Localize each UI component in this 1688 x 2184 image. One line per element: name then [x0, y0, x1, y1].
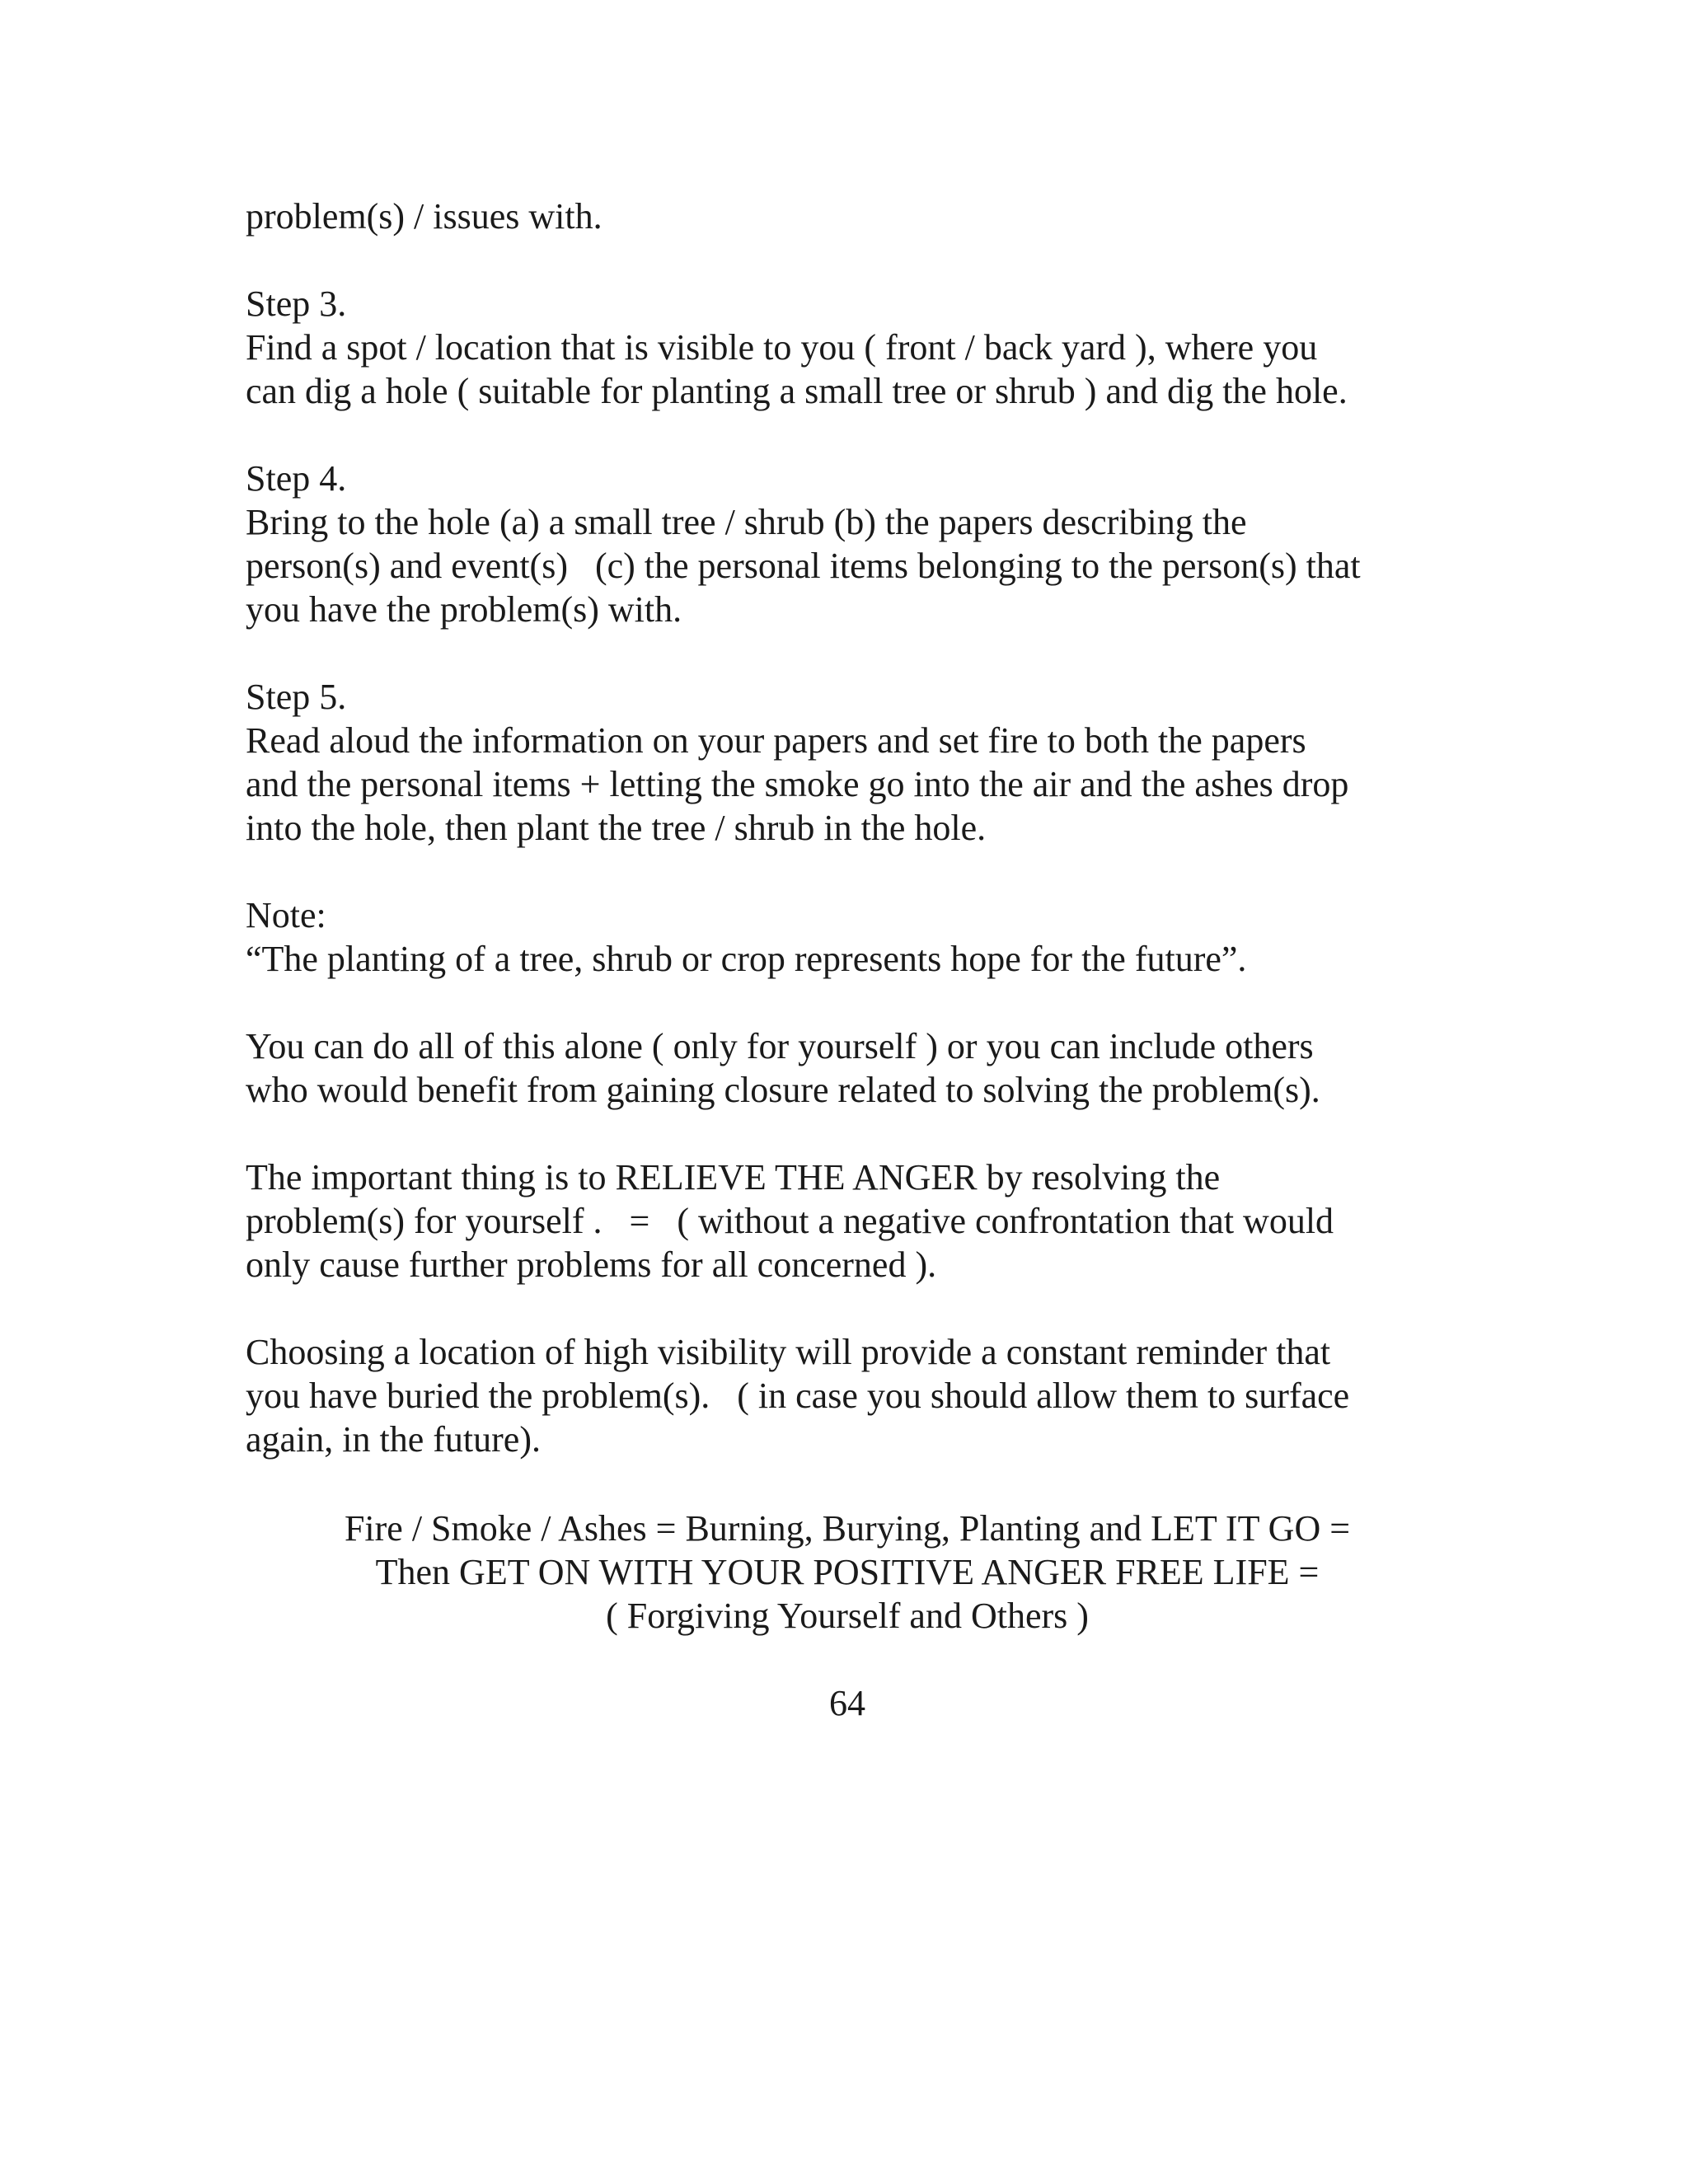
- note-heading: Note:: [246, 895, 326, 935]
- step-text-line: can dig a hole ( suitable for planting a small tree or shrub ) and dig the hole.: [246, 371, 1348, 411]
- page-number: 64: [829, 1683, 865, 1723]
- step-text-line: Find a spot / location that is visible to you ( front / back yard ), where you: [246, 327, 1318, 368]
- note: [246, 893, 1449, 981]
- step-4: [246, 457, 1449, 631]
- step-text-line: Bring to the hole (a) a small tree / shrub (b) the papers describing the: [246, 502, 1247, 542]
- closing-line: Fire / Smoke / Ashes = Burning, Burying, Planting and LET IT GO =: [344, 1508, 1351, 1549]
- closing-line: Then GET ON WITH YOUR POSITIVE ANGER FREE LIFE =: [375, 1552, 1320, 1592]
- paragraph-alone-or-others: [246, 1024, 1449, 1112]
- step-5: [246, 675, 1449, 850]
- paragraph-line: you have buried the problem(s). ( in case you should allow them to surface: [246, 1376, 1350, 1416]
- closing-statement: [246, 1507, 1449, 1638]
- continuation-line: problem(s) / issues with.: [246, 196, 603, 237]
- continuation-paragraph: [246, 194, 1449, 238]
- step-heading: Step 4.: [246, 458, 347, 499]
- step-text-line: you have the problem(s) with.: [246, 589, 682, 630]
- paragraph-line: who would benefit from gaining closure related to solving the problem(s).: [246, 1070, 1320, 1110]
- note-quote: “The planting of a tree, shrub or crop represents hope for the future”.: [246, 939, 1247, 979]
- closing-line: ( Forgiving Yourself and Others ): [606, 1596, 1089, 1636]
- step-heading: Step 3.: [246, 284, 347, 324]
- step-heading: Step 5.: [246, 677, 347, 717]
- step-3: [246, 282, 1449, 413]
- paragraph-line: You can do all of this alone ( only for yourself ) or you can include others: [246, 1026, 1314, 1066]
- paragraph-high-visibility: [246, 1330, 1449, 1461]
- step-text-line: into the hole, then plant the tree / shrub in the hole.: [246, 808, 987, 848]
- document-body: [246, 194, 1449, 1505]
- paragraph-line: only cause further problems for all concerned ).: [246, 1244, 937, 1285]
- paragraph-line: problem(s) for yourself . = ( without a negative confrontation that would: [246, 1201, 1334, 1241]
- step-text-line: person(s) and event(s) (c) the personal items belonging to the person(s) that: [246, 546, 1361, 586]
- paragraph-relieve-anger: [246, 1155, 1449, 1286]
- paragraph-line: again, in the future).: [246, 1419, 541, 1460]
- paragraph-line: Choosing a location of high visibility will provide a constant reminder that: [246, 1332, 1331, 1372]
- step-text-line: and the personal items + letting the smoke go into the air and the ashes drop: [246, 764, 1349, 804]
- paragraph-line: The important thing is to RELIEVE THE ANGER by resolving the: [246, 1157, 1221, 1197]
- step-text-line: Read aloud the information on your papers and set fire to both the papers: [246, 720, 1306, 761]
